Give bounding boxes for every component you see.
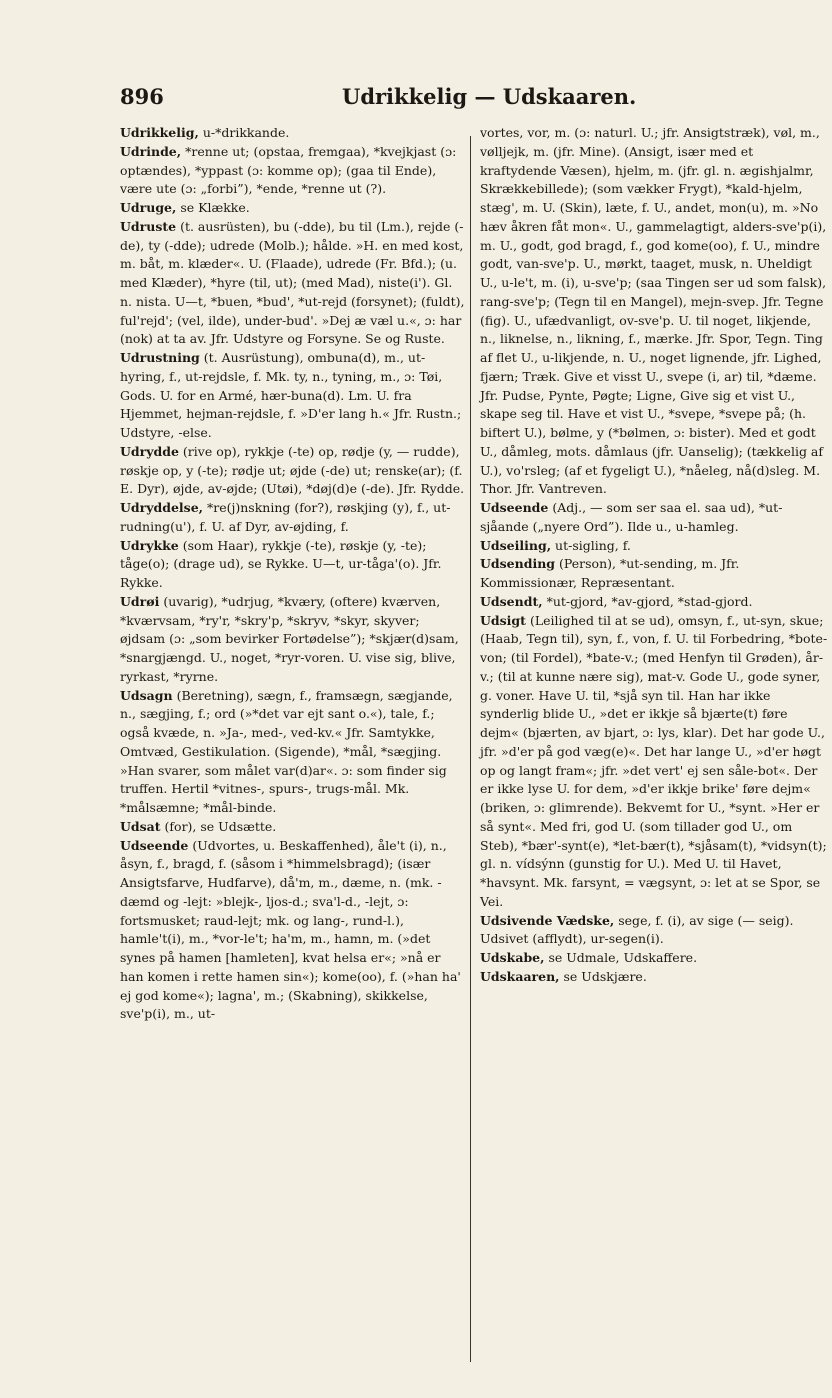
entry-headword: Udruste bbox=[120, 218, 177, 234]
entry-text: sege, f. (i), av sige (— seig). Udsivet (afflydt), ur-segen(i). bbox=[480, 912, 794, 947]
entry-headword: Udrustning bbox=[120, 350, 200, 365]
dictionary-entry bbox=[120, 443, 466, 499]
entry-text: (som Haar), rykkje (-te), røskje (y, -te); tåge(o); (drage ud), se Rykke. U—t, ur-tåga'(o). Jfr. Rykke. bbox=[120, 537, 442, 590]
entry-headword: Udseende bbox=[120, 837, 189, 853]
dictionary-entry bbox=[120, 143, 466, 199]
entry-headword: Udseiling, bbox=[480, 537, 552, 553]
dictionary-entry bbox=[120, 349, 466, 443]
entry-text: (Udvortes, u. Beskaffenhed), åle't (i), n., åsyn, f., bragd, f. (såsom i *himmelsbragd); (især Ansigtsfarve, Hudfarve), då'm, m., dæme, n. (mk. -dæmd og -lejt: »blejk-, ljos-d.; sva'l-d., -lejt, ɔ: fortsmusket; raud-lejt; mk. og lang-, rund-l.), hamle't(i), m., *vor-le't; ha'm, m., hamn, m. (»det synes på hamen [hamleten], kvat helsa er«; »nå er han komen i rette hamen sin«); kome(oo), f. (»han ha' ej god kome«); lagna', m.; (Skabning), skikkelse, sve'p(i), m., ut- bbox=[120, 837, 461, 1022]
entry-text: se Klække. bbox=[180, 200, 250, 215]
dictionary-entry bbox=[120, 124, 466, 143]
entry-headword: Udryddelse, bbox=[120, 500, 204, 515]
dictionary-entry bbox=[120, 537, 466, 593]
entry-headword: Udseende bbox=[480, 500, 549, 515]
left-column bbox=[120, 124, 466, 1024]
dictionary-entry bbox=[120, 199, 466, 218]
entry-headword: Udsendt, bbox=[480, 593, 543, 609]
entry-text: *renne ut; (opstaa, fremgaa), *kvejkjast (ɔ: optændes), *yppast (ɔ: komme op); (gaa til Ende), være ute (ɔ: „forbi”), *ende, *renne ut (?). bbox=[120, 143, 457, 197]
entry-headword: Udrøi bbox=[120, 593, 160, 609]
entry-text: (t. ausrüsten), bu (-dde), bu til (Lm.), rejde (-de), ty (-dde); udrede (Molb.); hålde. »H. en med kost, m. båt, m. klæder«. U. (Flaade), udrede (Fr. Bfd.); (u. med Klæder), *hyre (til, ut); (med Mad), niste(i'). Gl. n. nista. U—t, *buen, *bud', *ut-rejd (forsynet); (fuldt), ful'rejd'; (vel, ilde), under-bud'. »Dej æ væl u.«, ɔ: har (nok) at ta av. Jfr. Udstyre og Forsyne. Se og Ruste. bbox=[120, 218, 465, 347]
entry-text: (for), se Udsætte. bbox=[164, 818, 277, 834]
dictionary-entry bbox=[480, 537, 828, 556]
entry-text: (uvarig), *udrjug, *kværy, (oftere) kværven, *kværvsam, *ry'r, *skry'p, *skryv, *skyr, skyver; øjdsam (ɔ: „som bevirker Fortødelse”); *skjær(d)sam, *snargjængd. U., noget, *ryr-voren. U. vise sig, blive, ryrkast, *ryrne. bbox=[120, 593, 459, 684]
entry-headword: Udsigt bbox=[480, 612, 526, 628]
entry-text: u-*drikkande. bbox=[202, 125, 290, 140]
dictionary-entry bbox=[120, 499, 466, 537]
entry-text: se Udskjære. bbox=[563, 968, 647, 984]
entry-text: *ut-gjord, *av-gjord, *stad-gjord. bbox=[546, 593, 753, 609]
dictionary-entry bbox=[120, 818, 466, 837]
entry-text: (Leilighed til at se ud), omsyn, f., ut-syn, skue; (Haab, Tegn til), syn, f., von, f. U. til Forbedring, *bote-von; (til Fordel), *bate-v.; (med Henfyn til Grøden), år-v.; (til at kunne nære sig), mat-v. Gode U., gode syner, g. voner. Have U. til, *sjå syn til. Han har ikke synderlig blide U., »det er ikkje så bjærte(t) føre dejm« (bjærten, av bjart, ɔ: lys, klar). Det har gode U., jfr. »d'er på god væg(e)«. Det har lange U., »d'er høgt op og langt fram«; jfr. »det vert' ej sen såle-bot«. Der er ikke lyse U. for dem, »d'er ikkje brike' føre dejm« (briken, ɔ: glimrende). Bekvemt for U., *synt. »Her er så synt«. Med fri, god U. (som tillader god U., om Steb), *bær'-synt(e), *let-bær(t), *sjåsam(t), *vidsyn(t); gl. n. vídsýnn (gunstig for U.). Med U. til Havet, *havsynt. Mk. farsynt, = vægsynt, ɔ: let at se Spor, se Vei. bbox=[480, 612, 828, 909]
entry-headword: Udrikkelig, bbox=[120, 125, 199, 140]
entry-text: (Person), *ut-sending, m. Jfr. Kommissionær, Repræsentant. bbox=[480, 556, 740, 590]
running-head bbox=[120, 84, 637, 114]
entry-headword: Udsagn bbox=[120, 687, 173, 703]
entry-headword: Udrinde, bbox=[120, 143, 182, 159]
dictionary-entry bbox=[480, 968, 828, 987]
dictionary-entry bbox=[480, 949, 828, 968]
entry-headword: Udskabe, bbox=[480, 950, 545, 965]
entry-text: (Beretning), sægn, f., framsægn, sægjande, n., sægjing, f.; ord (»*det var ejt sant o.«), tale, f.; også kvæde, n. »Ja-, med-, ved-kv.« Jfr. Samtykke, Omtvæd, Gestikulation. (Sigende), *mål, *sægjing. »Han svarer, som målet var(d)ar«. ɔ: som finder sig truffen. Hertil *vitnes-, spurs-, trugs-mål. Mk. *målsæmne; *mål-binde. bbox=[120, 687, 453, 815]
dictionary-entry bbox=[480, 555, 828, 593]
entry-headword: Udrydde bbox=[120, 443, 179, 459]
dictionary-entry bbox=[120, 837, 466, 1025]
right-column bbox=[480, 124, 828, 987]
entry-headword: Udrykke bbox=[120, 537, 179, 553]
dictionary-entry bbox=[480, 124, 828, 499]
entry-text: se Udmale, Udskaffere. bbox=[548, 950, 698, 965]
column-rule bbox=[470, 136, 471, 1362]
entry-text: *re(j)nskning (for?), røskjing (y), f., ut-rudning(u'), f. U. af Dyr, av-øjding, f. bbox=[120, 500, 451, 534]
page-number: 896 bbox=[120, 84, 164, 109]
entry-headword: Udskaaren, bbox=[480, 968, 560, 984]
dictionary-entry bbox=[480, 499, 828, 537]
dictionary-entry bbox=[480, 612, 828, 912]
dictionary-entry bbox=[120, 593, 466, 687]
dictionary-entry bbox=[120, 218, 466, 349]
entry-text: ut-sigling, f. bbox=[555, 537, 631, 553]
dictionary-entry bbox=[120, 687, 466, 818]
entry-text: (rive op), rykkje (-te) op, rødje (y, — rudde), røskje op, y (-te); rødje ut; øjde (-de) ut; renske(ar); (f. E. Dyr), øjde, av-øjde; (Utøi), *døj(d)e (-de). Jfr. Rydde. bbox=[120, 443, 465, 497]
entry-text: (t. Ausrüstung), ombuna(d), m., ut-hyring, f., ut-rejdsle, f. Mk. ty, n., tyning, m., ɔ: Tøi, Gods. U. for en Armé, hær-buna(d). Lm. U. fra Hjemmet, hejman-rejdsle, f. »D'er lang h.« Jfr. Rustn.; Udstyre, -else. bbox=[120, 350, 462, 440]
entry-text: vortes, vor, m. (ɔ: naturl. U.; jfr. Ansigtstræk), vøl, m., vølljejk, m. (jfr. Mine). (Ansigt, især med et kraftydende Væsen), hjelm, m. (jfr. gl. n. ægishjalmr, Skrækkebillede); (som vækker Frygt), *kald-hjelm, stæg', m. U. (Skin), læte, f. U., andet, mon(u), m. »No hæv åkren fåt mon«. U., gammelagtigt, alders-sve'p(i), m. U., godt, god bragd, f., god kome(oo), f. U., mindre godt, van-sve'p. U., mørkt, taaget, musk, n. Uheldigt U., u-le't, m. (i), u-sve'p; (saa Tingen ser ud som falsk), rang-sve'p; (Tegn til en Mangel), mejn-svep. Jfr. Tegne (fig). U., ufædvanligt, ov-sve'p. U. til noget, likjende, n., liknelse, n., likning, f., mærke. Jfr. Spor, Tegn. Ting af flet U., u-likjende, n. U., noget lignende, jfr. Lighed, fjærn; Træk. Give et visst U., svepe (i, ar) til, *dæme. Jfr. Pudse, Pynte, Pøgte; Ligne, Give sig et vist U., skape seg til. Have et vist U., *svepe, *svepe på; (h. biftert U.), bølme, y (*bølmen, ɔ: bister). Med et godt U., dåmleg, mots. dåmlaus (jfr. Uanselig); (tækkelig af U.), vo'rsleg; (af et fygeligt U.), *nåeleg, nå(d)sleg. M. Thor. Jfr. Vantreven. bbox=[480, 125, 827, 497]
entry-headword: Udsat bbox=[120, 818, 161, 834]
dictionary-entry bbox=[480, 912, 828, 950]
entry-text: (Adj., — som ser saa el. saa ud), *ut-sjåande („nyere Ord”). Ilde u., u-hamleg. bbox=[480, 500, 783, 534]
dictionary-entry bbox=[480, 593, 828, 612]
page-title: Udrikkelig — Udskaaren. bbox=[342, 84, 637, 109]
entry-headword: Udruge, bbox=[120, 200, 177, 215]
entry-headword: Udsending bbox=[480, 556, 556, 572]
entry-headword: Udsivende Vædske, bbox=[480, 912, 615, 928]
